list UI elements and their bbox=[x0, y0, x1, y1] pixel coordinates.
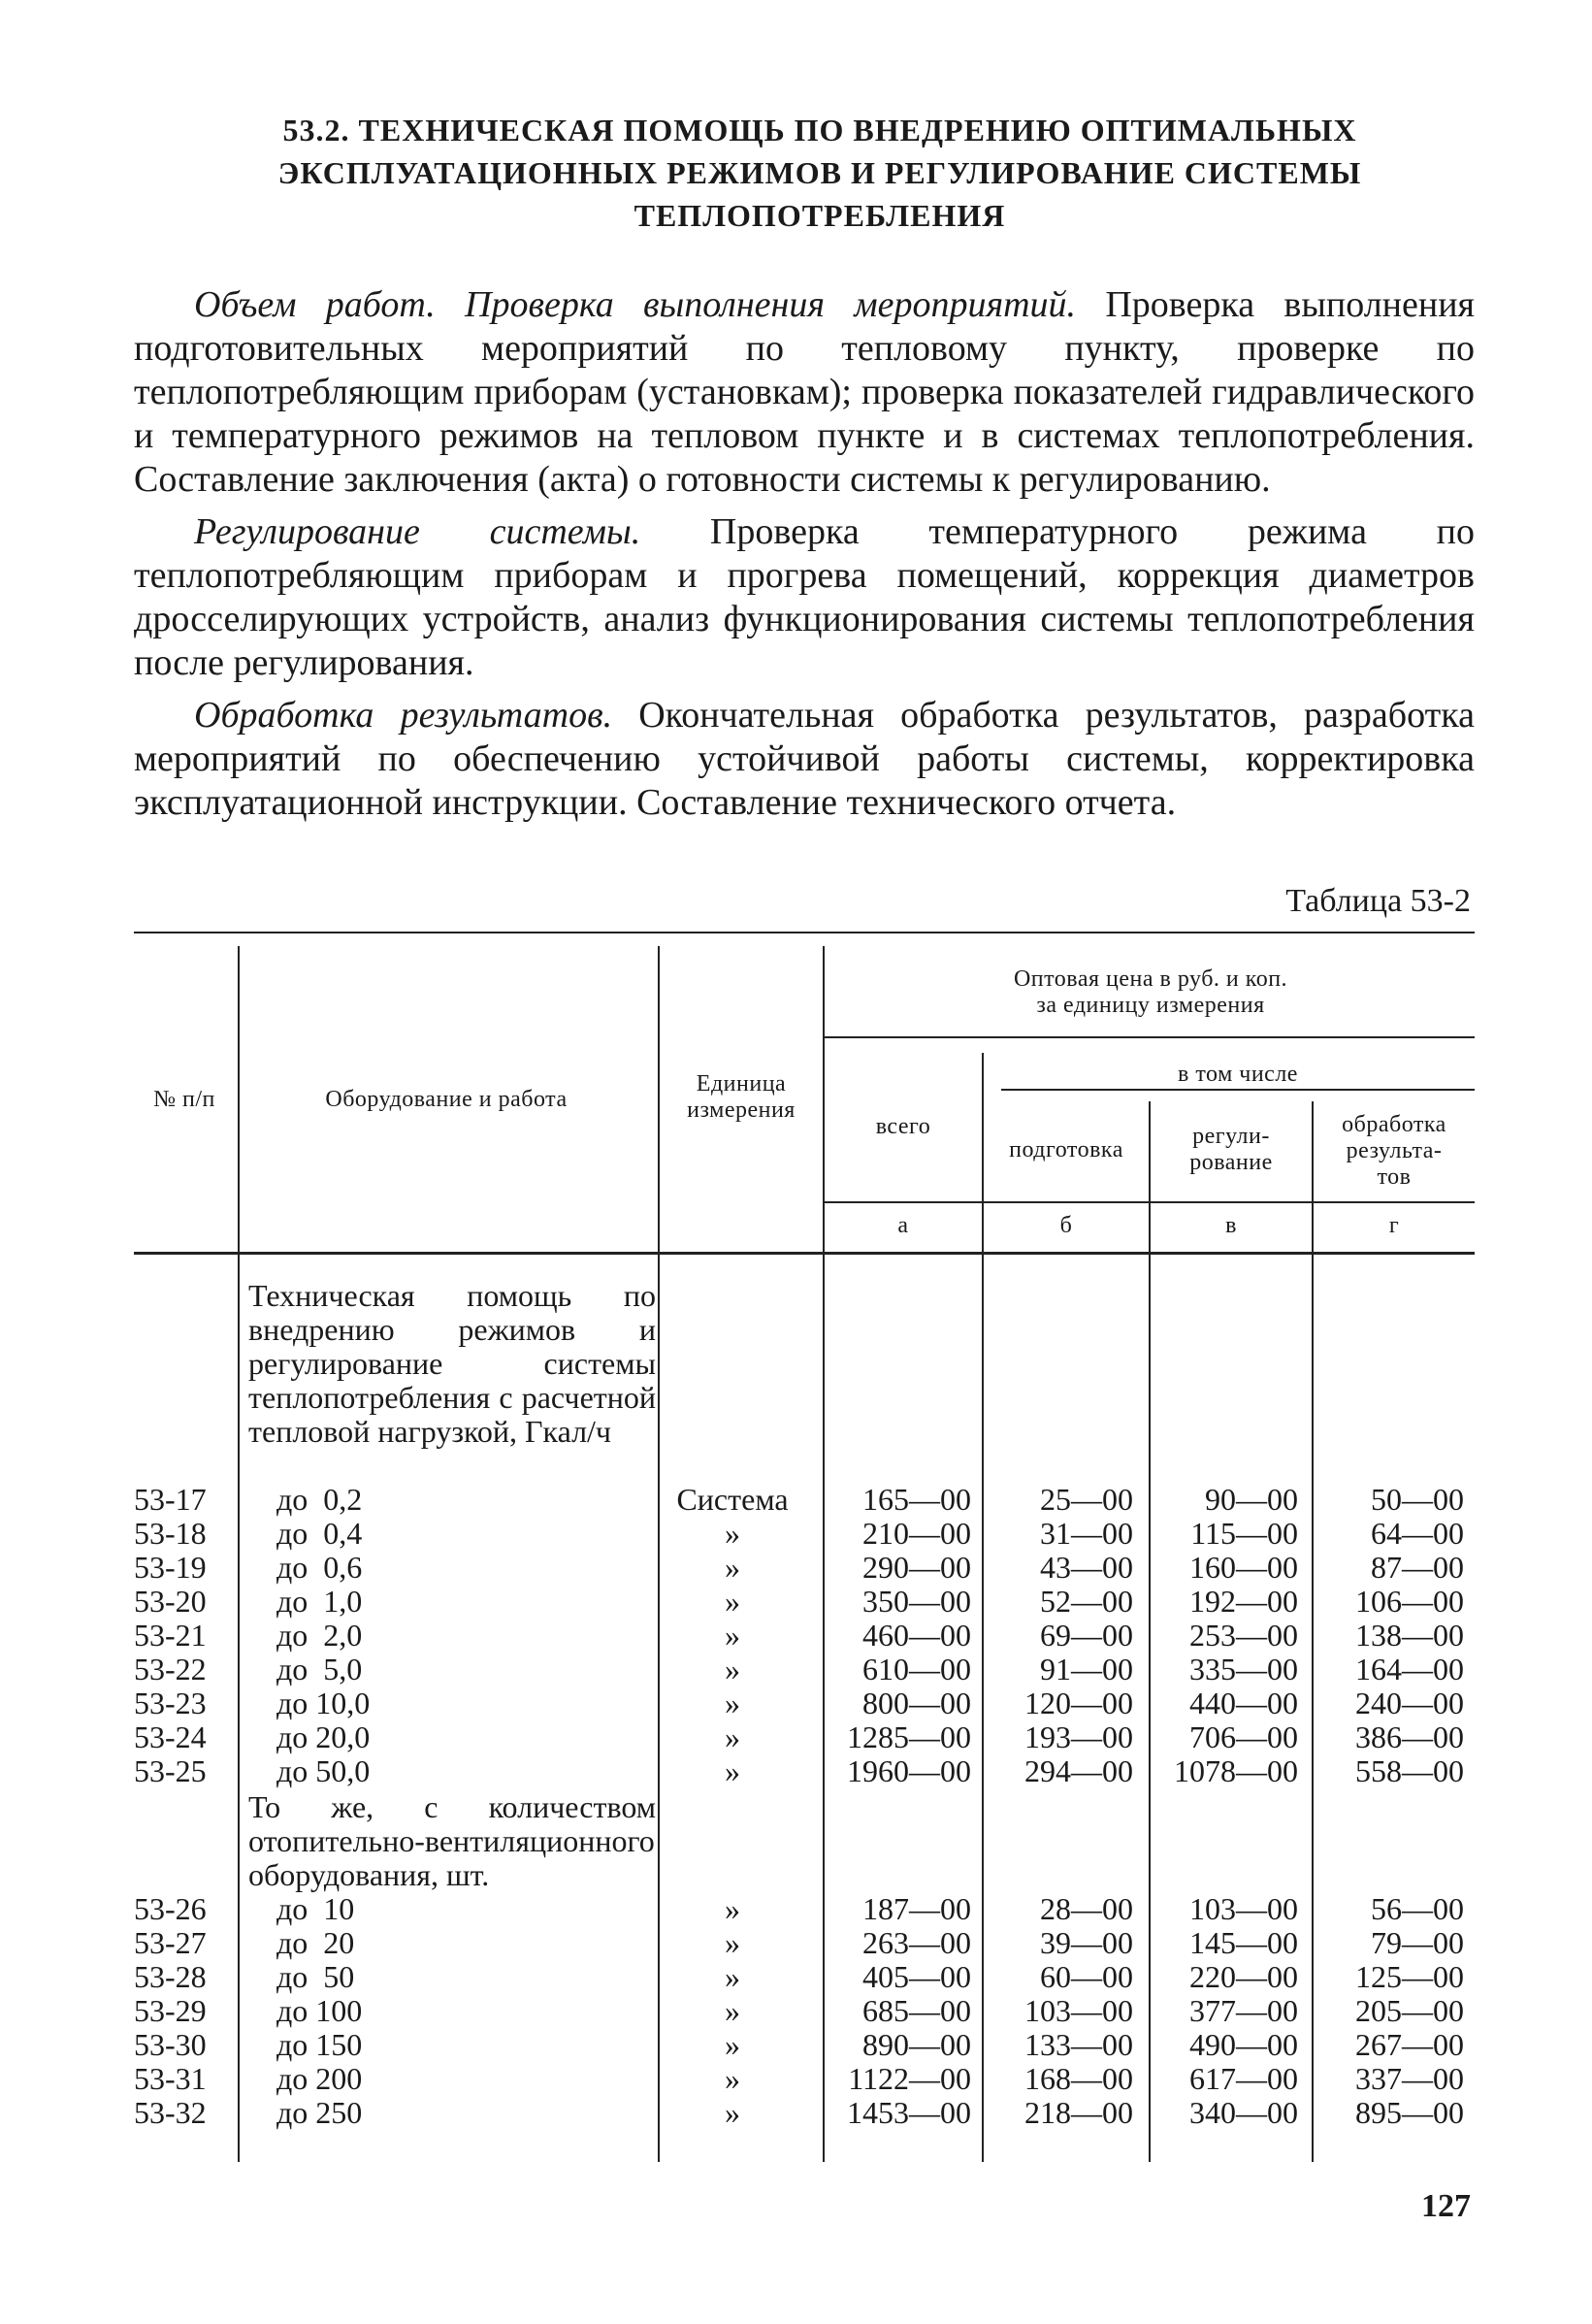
row-price-proc: 205—00 bbox=[1355, 1993, 1464, 2028]
table-header-bottom-rule bbox=[134, 1252, 1475, 1255]
header-proc-line-3: тов bbox=[1377, 1164, 1412, 1190]
row-number: 53-22 bbox=[134, 1652, 207, 1686]
table-row bbox=[0, 1551, 1592, 1585]
table-caption: Таблица 53-2 bbox=[1285, 883, 1471, 919]
row-price-total: 685—00 bbox=[862, 1993, 971, 2028]
row-price-proc: 558—00 bbox=[1355, 1753, 1464, 1788]
row-price-prep: 168—00 bbox=[1024, 2061, 1133, 2096]
paragraph-text: Проверка выполнения подготовительных мероприятий по тепловому пункту, проверке по теплопотребляющим приборам (установкам); проверка показателей гидравлического и температурного режимов на тепловом пункте и в системах теплопотребления. Составление заключения (акта) о готовности системы к регулированию. bbox=[134, 284, 1476, 500]
table-row bbox=[0, 1994, 1592, 2028]
paragraph-text: Проверка температурного режима по теплопотребляющим приборам и прогрева помещений, коррекция диаметров дросселирующих устройств, анализ функционирования системы теплопотребления после регулирования. bbox=[134, 511, 1475, 683]
row-unit: » bbox=[725, 1618, 740, 1653]
row-price-proc: 79—00 bbox=[1371, 1925, 1464, 1960]
row-price-total: 187—00 bbox=[862, 1891, 971, 1926]
row-price-prep: 60—00 bbox=[1040, 1959, 1133, 1994]
paragraph-lead: Объем работ. Проверка выполнения мероприятий. bbox=[194, 284, 1077, 325]
row-price-total: 210—00 bbox=[862, 1516, 971, 1551]
header-letter-b: б bbox=[1059, 1213, 1073, 1238]
row-price-total: 405—00 bbox=[862, 1959, 971, 1994]
row-price-reg: 340—00 bbox=[1189, 2095, 1298, 2130]
row-price-prep: 52—00 bbox=[1040, 1584, 1133, 1619]
row-price-total: 290—00 bbox=[862, 1550, 971, 1585]
row-number: 53-27 bbox=[134, 1925, 207, 1960]
row-unit: » bbox=[725, 2095, 740, 2130]
row-item: до 0,2 bbox=[276, 1482, 363, 1517]
row-item: до 200 bbox=[276, 2061, 363, 2096]
row-number: 53-21 bbox=[134, 1618, 207, 1653]
row-price-total: 263—00 bbox=[862, 1925, 971, 1960]
row-price-reg: 617—00 bbox=[1189, 2061, 1298, 2096]
row-price-reg: 706—00 bbox=[1189, 1719, 1298, 1754]
row-price-proc: 64—00 bbox=[1371, 1516, 1464, 1551]
row-number: 53-28 bbox=[134, 1959, 207, 1994]
row-price-total: 1453—00 bbox=[847, 2095, 971, 2130]
header-prep: подготовка bbox=[1009, 1137, 1123, 1162]
row-price-prep: 25—00 bbox=[1040, 1482, 1133, 1517]
row-price-reg: 335—00 bbox=[1189, 1652, 1298, 1686]
paragraph-processing bbox=[134, 694, 1475, 825]
table-row bbox=[0, 1585, 1592, 1619]
row-price-total: 1122—00 bbox=[848, 2061, 971, 2096]
incl-rule bbox=[1001, 1089, 1475, 1091]
row-unit: » bbox=[725, 1550, 740, 1585]
row-number: 53-26 bbox=[134, 1891, 207, 1926]
row-price-total: 890—00 bbox=[862, 2027, 971, 2062]
row-number: 53-30 bbox=[134, 2027, 207, 2062]
header-proc bbox=[1314, 1112, 1475, 1191]
row-price-prep: 120—00 bbox=[1024, 1686, 1133, 1720]
row-item: до 100 bbox=[276, 1993, 363, 2028]
row-number: 53-24 bbox=[134, 1719, 207, 1754]
row-price-prep: 294—00 bbox=[1024, 1753, 1133, 1788]
header-num: № п/п bbox=[153, 1087, 215, 1112]
row-item: до 50 bbox=[276, 1959, 355, 1994]
row-price-prep: 218—00 bbox=[1024, 2095, 1133, 2130]
row-price-reg: 192—00 bbox=[1189, 1584, 1298, 1619]
row-unit: Система bbox=[676, 1482, 789, 1517]
row-item: до 20,0 bbox=[276, 1719, 371, 1754]
row-unit: » bbox=[725, 1959, 740, 1994]
row-price-proc: 125—00 bbox=[1355, 1959, 1464, 1994]
row-price-reg: 1078—00 bbox=[1174, 1753, 1298, 1788]
row-price-reg: 377—00 bbox=[1189, 1993, 1298, 2028]
row-price-total: 1960—00 bbox=[847, 1753, 971, 1788]
page-number: 127 bbox=[1421, 2188, 1471, 2224]
row-number: 53-32 bbox=[134, 2095, 207, 2130]
row-number: 53-31 bbox=[134, 2061, 207, 2096]
header-total: всего bbox=[875, 1114, 931, 1139]
row-price-reg: 160—00 bbox=[1189, 1550, 1298, 1585]
row-price-proc: 337—00 bbox=[1355, 2061, 1464, 2096]
row-price-total: 165—00 bbox=[862, 1482, 971, 1517]
row-price-prep: 31—00 bbox=[1040, 1516, 1133, 1551]
row-price-reg: 253—00 bbox=[1189, 1618, 1298, 1653]
row-unit: » bbox=[725, 1516, 740, 1551]
row-item: до 50,0 bbox=[276, 1753, 371, 1788]
header-reg bbox=[1151, 1124, 1312, 1176]
header-unit bbox=[662, 1071, 821, 1124]
row-price-proc: 50—00 bbox=[1371, 1482, 1464, 1517]
row-price-prep: 91—00 bbox=[1040, 1652, 1133, 1686]
header-unit-line-2: измерения bbox=[687, 1097, 796, 1123]
row-number: 53-29 bbox=[134, 1993, 207, 2028]
section-heading bbox=[136, 109, 1504, 237]
row-unit: » bbox=[725, 1652, 740, 1686]
paragraph-regulation bbox=[134, 510, 1475, 685]
row-unit: » bbox=[725, 1686, 740, 1720]
paragraph-text: Окончательная обработка результатов, разработка мероприятий по обеспечению устойчивой работы системы, корректировка эксплуатационной инструкции. Составление технического отчета. bbox=[134, 695, 1475, 823]
header-price-line-1: Оптовая цена в руб. и коп. bbox=[1013, 966, 1288, 992]
row-price-reg: 115—00 bbox=[1190, 1516, 1298, 1551]
row-price-proc: 106—00 bbox=[1355, 1584, 1464, 1619]
row-number: 53-20 bbox=[134, 1584, 207, 1619]
row-number: 53-18 bbox=[134, 1516, 207, 1551]
header-item: Оборудование и работа bbox=[325, 1087, 568, 1112]
header-reg-line-2: рование bbox=[1189, 1150, 1273, 1175]
row-price-proc: 386—00 bbox=[1355, 1719, 1464, 1754]
row-unit: » bbox=[725, 1584, 740, 1619]
row-item: до 0,6 bbox=[276, 1550, 363, 1585]
row-unit: » bbox=[725, 1993, 740, 2028]
row-price-total: 800—00 bbox=[862, 1686, 971, 1720]
header-proc-line-2: результа- bbox=[1346, 1138, 1443, 1163]
row-price-proc: 138—00 bbox=[1355, 1618, 1464, 1653]
row-price-prep: 43—00 bbox=[1040, 1550, 1133, 1585]
row-price-proc: 895—00 bbox=[1355, 2095, 1464, 2130]
paragraph-lead: Обработка результатов. bbox=[194, 695, 613, 736]
table-row bbox=[0, 1892, 1592, 1926]
table-row bbox=[0, 1686, 1592, 1720]
row-price-reg: 90—00 bbox=[1205, 1482, 1298, 1517]
table-row bbox=[0, 2028, 1592, 2062]
header-letter-a: а bbox=[897, 1213, 909, 1238]
table-row bbox=[0, 1653, 1592, 1686]
row-price-reg: 145—00 bbox=[1189, 1925, 1298, 1960]
row-price-proc: 240—00 bbox=[1355, 1686, 1464, 1720]
row-price-total: 610—00 bbox=[862, 1652, 971, 1686]
row-item: до 20 bbox=[276, 1925, 355, 1960]
paragraph-lead: Регулирование системы. bbox=[194, 511, 641, 552]
row-number: 53-25 bbox=[134, 1753, 207, 1788]
row-item: до 5,0 bbox=[276, 1652, 363, 1686]
row-unit: » bbox=[725, 1753, 740, 1788]
table-row bbox=[0, 1960, 1592, 1994]
row-unit: » bbox=[725, 1925, 740, 1960]
group-description-heat-load: Техническая помощь по внедрению режимов и регулирование системы теплопотребления с расчетной тепловой нагрузкой, Гкал/ч bbox=[248, 1278, 656, 1449]
row-price-prep: 69—00 bbox=[1040, 1618, 1133, 1653]
paragraph-scope bbox=[134, 283, 1475, 502]
heading-line-3: ТЕПЛОПОТРЕБЛЕНИЯ bbox=[634, 198, 1006, 233]
table-row bbox=[0, 1619, 1592, 1653]
header-proc-line-1: обработка bbox=[1342, 1112, 1446, 1137]
row-price-reg: 103—00 bbox=[1189, 1891, 1298, 1926]
row-price-prep: 133—00 bbox=[1024, 2027, 1133, 2062]
row-price-proc: 56—00 bbox=[1371, 1891, 1464, 1926]
body-text bbox=[134, 283, 1475, 834]
table-top-rule bbox=[134, 932, 1475, 933]
table-row bbox=[0, 1926, 1592, 1960]
row-item: до 250 bbox=[276, 2095, 363, 2130]
header-price-line-2: за единицу измерения bbox=[1036, 993, 1265, 1018]
row-number: 53-19 bbox=[134, 1550, 207, 1585]
row-item: до 2,0 bbox=[276, 1618, 363, 1653]
row-item: до 10 bbox=[276, 1891, 355, 1926]
row-price-prep: 193—00 bbox=[1024, 1719, 1133, 1754]
row-price-proc: 164—00 bbox=[1355, 1652, 1464, 1686]
row-price-reg: 440—00 bbox=[1189, 1686, 1298, 1720]
row-unit: » bbox=[725, 1891, 740, 1926]
header-reg-line-1: регули- bbox=[1192, 1124, 1270, 1149]
group-description-equipment-count: То же, с количеством отопительно-вентиляционного оборудования, шт. bbox=[248, 1789, 656, 1892]
header-letter-g: г bbox=[1388, 1213, 1400, 1238]
table-row bbox=[0, 2096, 1592, 2130]
row-unit: » bbox=[725, 2027, 740, 2062]
table-row bbox=[0, 2062, 1592, 2096]
table-row bbox=[0, 1517, 1592, 1551]
table-row bbox=[0, 1720, 1592, 1754]
row-price-proc: 267—00 bbox=[1355, 2027, 1464, 2062]
row-item: до 150 bbox=[276, 2027, 363, 2062]
header-letter-v: в bbox=[1225, 1213, 1237, 1238]
price-group-rule bbox=[823, 1036, 1475, 1038]
row-price-total: 350—00 bbox=[862, 1584, 971, 1619]
row-unit: » bbox=[725, 1719, 740, 1754]
row-item: до 1,0 bbox=[276, 1584, 363, 1619]
heading-line-2: ЭКСПЛУАТАЦИОННЫХ РЕЖИМОВ И РЕГУЛИРОВАНИЕ СИСТЕМЫ bbox=[277, 155, 1362, 190]
row-number: 53-17 bbox=[134, 1482, 207, 1517]
row-item: до 0,4 bbox=[276, 1516, 363, 1551]
row-price-prep: 103—00 bbox=[1024, 1993, 1133, 2028]
row-unit: » bbox=[725, 2061, 740, 2096]
row-price-total: 460—00 bbox=[862, 1618, 971, 1653]
row-price-reg: 490—00 bbox=[1189, 2027, 1298, 2062]
row-item: до 10,0 bbox=[276, 1686, 371, 1720]
heading-line-1: 53.2. ТЕХНИЧЕСКАЯ ПОМОЩЬ ПО ВНЕДРЕНИЮ ОПТИМАЛЬНЫХ bbox=[282, 113, 1357, 147]
row-number: 53-23 bbox=[134, 1686, 207, 1720]
row-price-total: 1285—00 bbox=[847, 1719, 971, 1754]
table-row bbox=[0, 1483, 1592, 1517]
header-price bbox=[827, 966, 1475, 1019]
row-price-reg: 220—00 bbox=[1189, 1959, 1298, 1994]
row-price-prep: 39—00 bbox=[1040, 1925, 1133, 1960]
row-price-proc: 87—00 bbox=[1371, 1550, 1464, 1585]
row-price-prep: 28—00 bbox=[1040, 1891, 1133, 1926]
header-incl: в том числе bbox=[1178, 1062, 1298, 1087]
header-unit-line-1: Единица bbox=[696, 1071, 787, 1097]
table-row bbox=[0, 1754, 1592, 1788]
